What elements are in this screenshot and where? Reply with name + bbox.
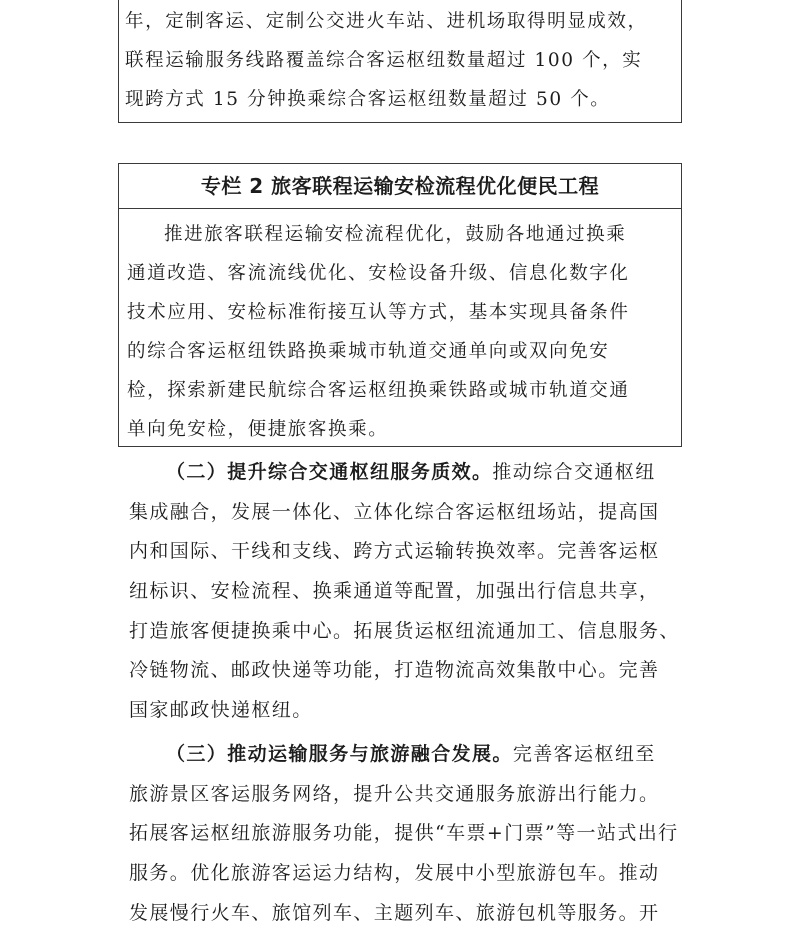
column-title: 专栏 2 旅客联程运输安检流程优化便民工程 bbox=[119, 164, 681, 209]
summary-box bbox=[118, 0, 682, 123]
column-line: 通道改造、客流流线优化、安检设备升级、信息化数字化 bbox=[127, 263, 630, 284]
section-3-first-line bbox=[129, 735, 681, 775]
paragraph-line: 内和国际、干线和支线、跨方式运输转换效率。完善客运枢 bbox=[129, 540, 660, 563]
column-text bbox=[127, 215, 677, 449]
summary-line: 联程运输服务线路覆盖综合客运枢纽数量超过 100 个，实 bbox=[125, 50, 643, 71]
paragraph-line: 冷链物流、邮政快递等功能，打造物流高效集散中心。完善 bbox=[129, 659, 660, 682]
summary-line: 年，定制客运、定制公交进火车站、进机场取得明显成效， bbox=[125, 11, 648, 32]
paragraph-line: 国家邮政快递枢纽。 bbox=[129, 699, 313, 722]
summary-line: 现跨方式 15 分钟换乘综合客运枢纽数量超过 50 个。 bbox=[125, 89, 611, 110]
section-3-heading: （三）推动运输服务与旅游融合发展。 bbox=[166, 742, 513, 765]
column-line: 的综合客运枢纽铁路换乘城市轨道交通单向或双向免安 bbox=[127, 341, 610, 362]
summary-text bbox=[125, 2, 677, 119]
paragraph-line: 发展慢行火车、旅馆列车、主题列车、旅游包机等服务。开 bbox=[129, 901, 660, 924]
section-3-first-rest: 完善客运枢纽至 bbox=[512, 742, 656, 765]
paragraph-line: 集成融合，发展一体化、立体化综合客运枢纽场站，提高国 bbox=[129, 500, 660, 523]
paragraph-line: 服务。优化旅游客运运力结构，发展中小型旅游包车。推动 bbox=[129, 861, 660, 884]
section-2-first-rest: 推动综合交通枢纽 bbox=[492, 461, 656, 483]
column-line: 检，探索新建民航综合客运枢纽换乘铁路或城市轨道交通 bbox=[127, 380, 630, 401]
column-line: 单向免安检，便捷旅客换乘。 bbox=[127, 419, 389, 440]
paragraph-line: 打造旅客便捷换乘中心。拓展货运枢纽流通加工、信息服务、 bbox=[129, 619, 680, 642]
column-line: 推进旅客联程运输安检流程优化，鼓励各地通过换乘 bbox=[164, 224, 627, 245]
column-box bbox=[118, 163, 682, 447]
column-line: 技术应用、安检标准衔接互认等方式，基本实现具备条件 bbox=[127, 302, 630, 323]
paragraph-line: 旅游景区客运服务网络，提升公共交通服务旅游出行能力。 bbox=[129, 782, 660, 805]
body-text bbox=[129, 453, 681, 933]
section-2-first-line bbox=[129, 453, 681, 493]
paragraph-line: 拓展客运枢纽旅游服务功能，提供“车票+门票”等一站式出行 bbox=[129, 822, 679, 845]
section-2-heading: （二）提升综合交通枢纽服务质效。 bbox=[166, 461, 493, 483]
paragraph-line: 纽标识、安检流程、换乘通道等配置，加强出行信息共享， bbox=[129, 580, 660, 603]
